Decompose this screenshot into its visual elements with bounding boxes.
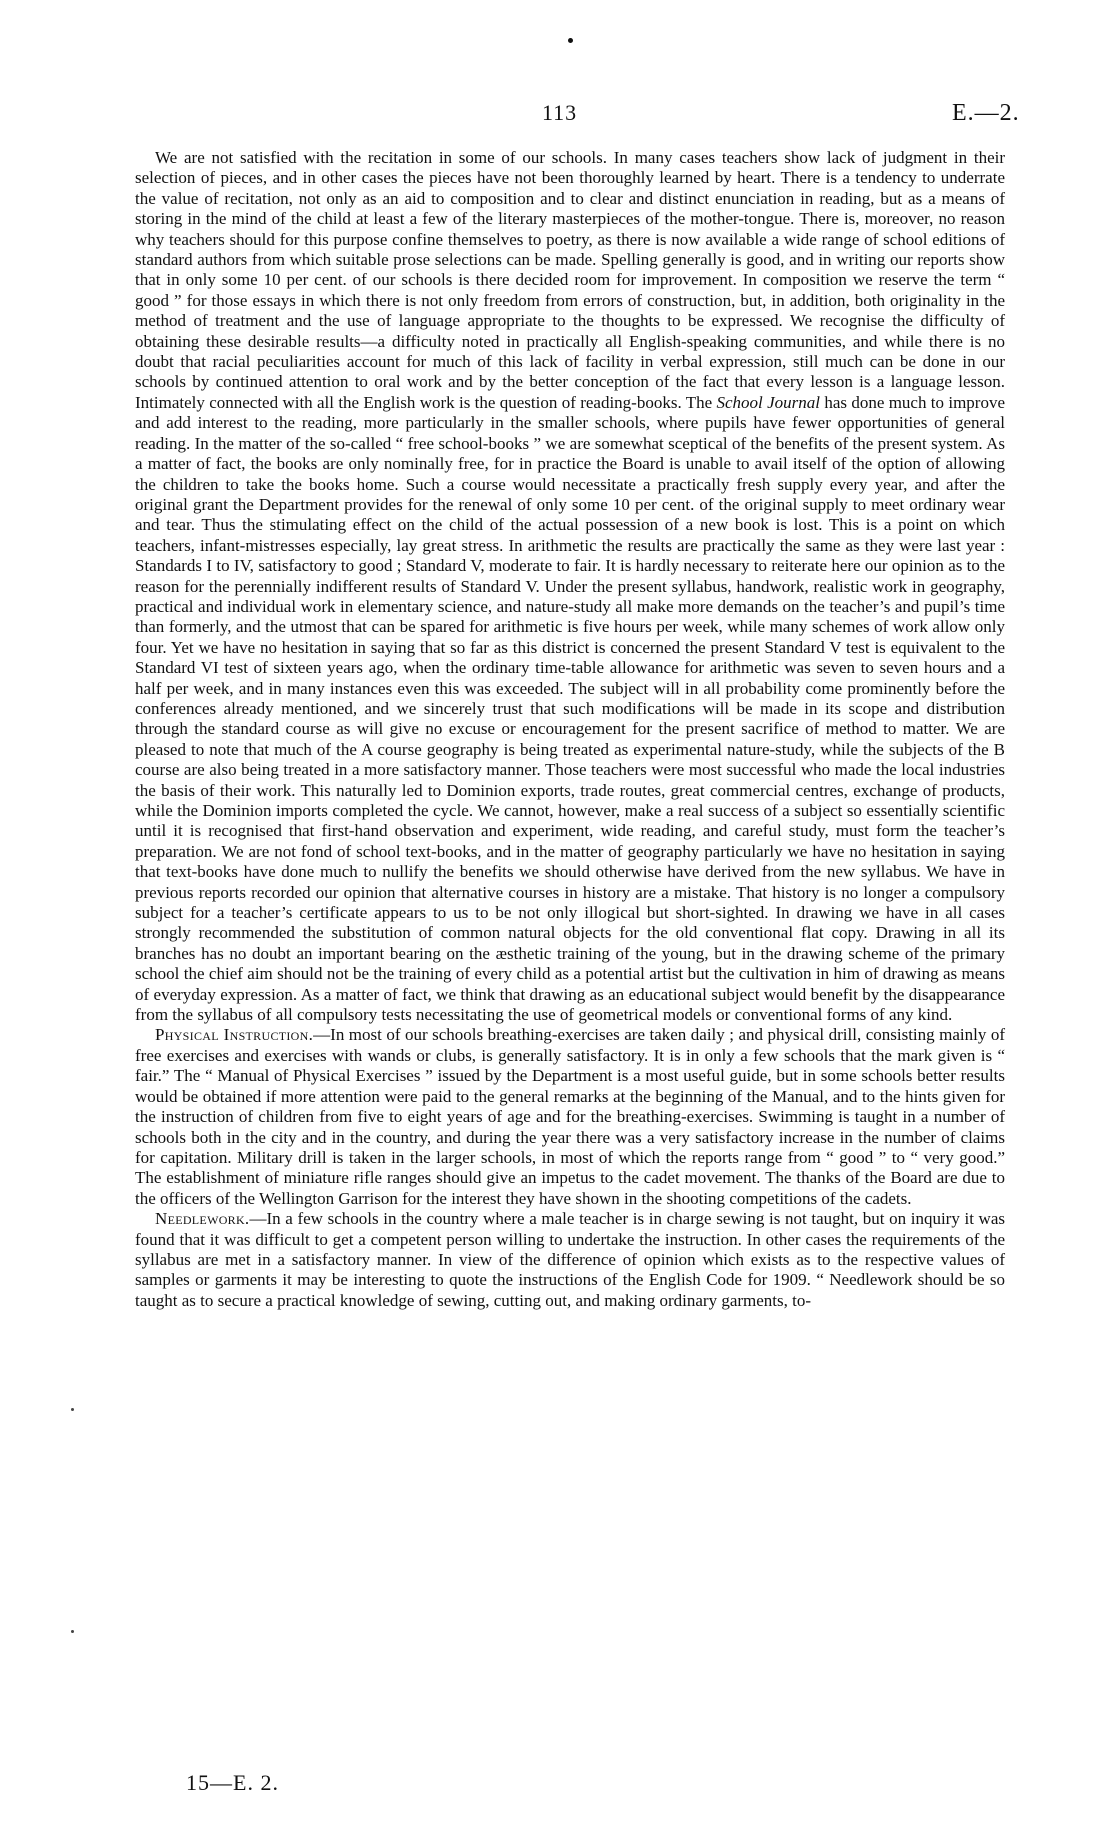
footer-reference: 15—E. 2.: [186, 1770, 279, 1795]
paragraph-text: —In most of our schools breathing-exercises are taken daily ; and physical drill, consisting mainly of free exercises and exercises with wands or clubs, is generally satisfactory. It is in only a few schools that the mark given is “ fair.” The “ Manual of Physical Exercises ” issued by the Department is a most useful guide, but in some schools better results would be obtained if more attention were paid to the general remarks at the beginning of the Manual, and to the hints given for the instruction of children from five to eight years of age and for the breathing-exercises. Swimming is taught in a number of schools both in the city and in the country, and during the year there was a very satisfactory increase in the number of claims for capitation. Military drill is taken in the larger schools, in most of which the reports range from “ good ” to “ very good.” The establishment of miniature rifle ranges should give an impetus to the cadet movement. The thanks of the Board are due to the officers of the Wellington Garrison for the interest they have shown in the shooting competitions of the cadets.: [135, 1025, 1005, 1208]
paragraph-text: has done much to improve and add interest to the reading, more particularly in the smaller schools, where pupils have fewer opportunities of general reading. In the matter of the so-called “ free school-books ” we are somewhat sceptical of the benefits of the present system. As a matter of fact, the books are only nominally free, for in practice the Board is unable to avail itself of the option of allowing the children to take the books home. Such a course would necessitate a practically fresh supply every year, and after the original grant the Department provides for the renewal of only some 10 per cent. of the original supply to meet ordinary wear and tear. Thus the stimulating effect on the child of the actual possession of a new book is lost. This is a point on which teachers, infant-mistresses especially, lay great stress. In arithmetic the results are practically the same as they were last year : Standards I to IV, satisfactory to good ; Standard V, moderate to fair. It is hardly necessary to reiterate here our opinion as to the reason for the perennially indifferent results of Standard V. Under the present syllabus, handwork, realistic work in geography, practical and individual work in elementary science, and nature-study all make more demands on the teacher’s and pupil’s time than formerly, and the utmost that can be spared for arithmetic is five hours per week, while many schemes of work allow only four. Yet we have no hesitation in saying that so far as this district is concerned the present Standard V test is equivalent to the Standard VI test of sixteen years ago, when the ordinary time-table allowance for arithmetic was seven to seven hours and a half per week, and in many instances even this was exceeded. The subject will in all probability come prominently before the conferences already mentioned, and we sincerely trust that such modifications will be made in its scope and distribution through the standard course as will give no excuse or encouragement for the present sacrifice of method to matter. We are pleased to note that much of the A course geography is being treated as experimental nature-study, while the subjects of the B course are also being treated in a more satisfactory manner. Those teachers were most successful who made the local industries the basis of their work. This naturally led to Dominion exports, trade routes, great commercial centres, exchange of products, while the Dominion imports completed the cycle. We cannot, however, make a real success of a subject so essentially scientific until it is recognised that first-hand observation and experiment, wide reading, and careful study, must form the teacher’s preparation. We are not fond of school text-books, and in the matter of geography particularly we have no hesitation in saying that text-books have done much to nullify the benefits we should otherwise have derived from the new syllabus. We have in previous reports recorded our opinion that alternative courses in history are a mistake. That history is no longer a compulsory subject for a teacher’s certificate appears to us to be not only illogical but short-sighted. In drawing we have in all cases strongly recommended the substitution of common natural objects for the old conventional flat copy. Drawing in all its branches has no doubt an important bearing on the æsthetic training of the young, but in the drawing scheme of the primary school the chief aim should not be the training of every child as a potential artist but the cultivation in him of drawing as means of everyday expression. As a matter of fact, we think that drawing as an educational subject would benefit by the disappearance from the syllabus of all compulsory tests necessitating the use of geometrical models or conventional forms of any kind.: [135, 392, 1006, 1025]
paragraph-needlework: [135, 1209, 1005, 1311]
page-number: 113: [542, 100, 578, 125]
paragraph-physical-instruction: [135, 1025, 1005, 1209]
report-reference: E.—2.: [952, 100, 1020, 126]
section-heading-needlework: Needlework.: [155, 1209, 250, 1229]
margin-speck: [71, 1630, 74, 1633]
journal-title: School Journal: [716, 392, 820, 412]
paragraph-text: We are not satisfied with the recitation in some of our schools. In many cases teachers show lack of judgment in their selection of pieces, and in other cases the pieces have not been thoroughly learned by heart. There is a tendency to underrate the value of recitation, not only as an aid to composition and to clear and distinct enunciation in reading, but as a means of storing in the mind of the child at least a few of the literary masterpieces of the mother-tongue. There is, moreover, no reason why teachers should for this purpose confine themselves to poetry, as there is now available a wide range of school editions of standard authors from which suitable prose selections can be made. Spelling generally is good, and in writing our reports show that in only some 10 per cent. of our schools is there decided room for improvement. In composition we reserve the term “ good ” for those essays in which there is not only freedom from errors of construction, but, in addition, both originality in the method of treatment and the use of language appropriate to the thoughts to be expressed. We recognise the difficulty of obtaining these desirable results—a difficulty noted in practically all English-speaking communities, and while there is no doubt that racial peculiarities account for much of this lack of facility in verbal expression, still much can be done in our schools by continued attention to oral work and by the better conception of the fact that every lesson is a language lesson. Intimately connected with all the English work is the question of reading-books. The: [135, 148, 1005, 412]
paragraph-recitation-english-arithmetic: [135, 148, 1005, 1025]
section-heading-physical-instruction: Physical Instruction.: [155, 1025, 314, 1045]
body-text: [135, 148, 1005, 1311]
paragraph-text: —In a few schools in the country where a male teacher is in charge sewing is not taught, but on inquiry it was found that it was difficult to get a competent person willing to undertake the instruction. In other cases the requirements of the syllabus are met in a satisfactory manner. In view of the difference of opinion which exists as to the respective values of samples or garments it may be interesting to quote the instructions of the English Code for 1909. “ Needlework should be so taught as to secure a practical knowledge of sewing, cutting out, and making ordinary garments, to-: [135, 1209, 1005, 1310]
scan-dot-mark: [568, 38, 573, 43]
margin-speck: [71, 1408, 74, 1411]
